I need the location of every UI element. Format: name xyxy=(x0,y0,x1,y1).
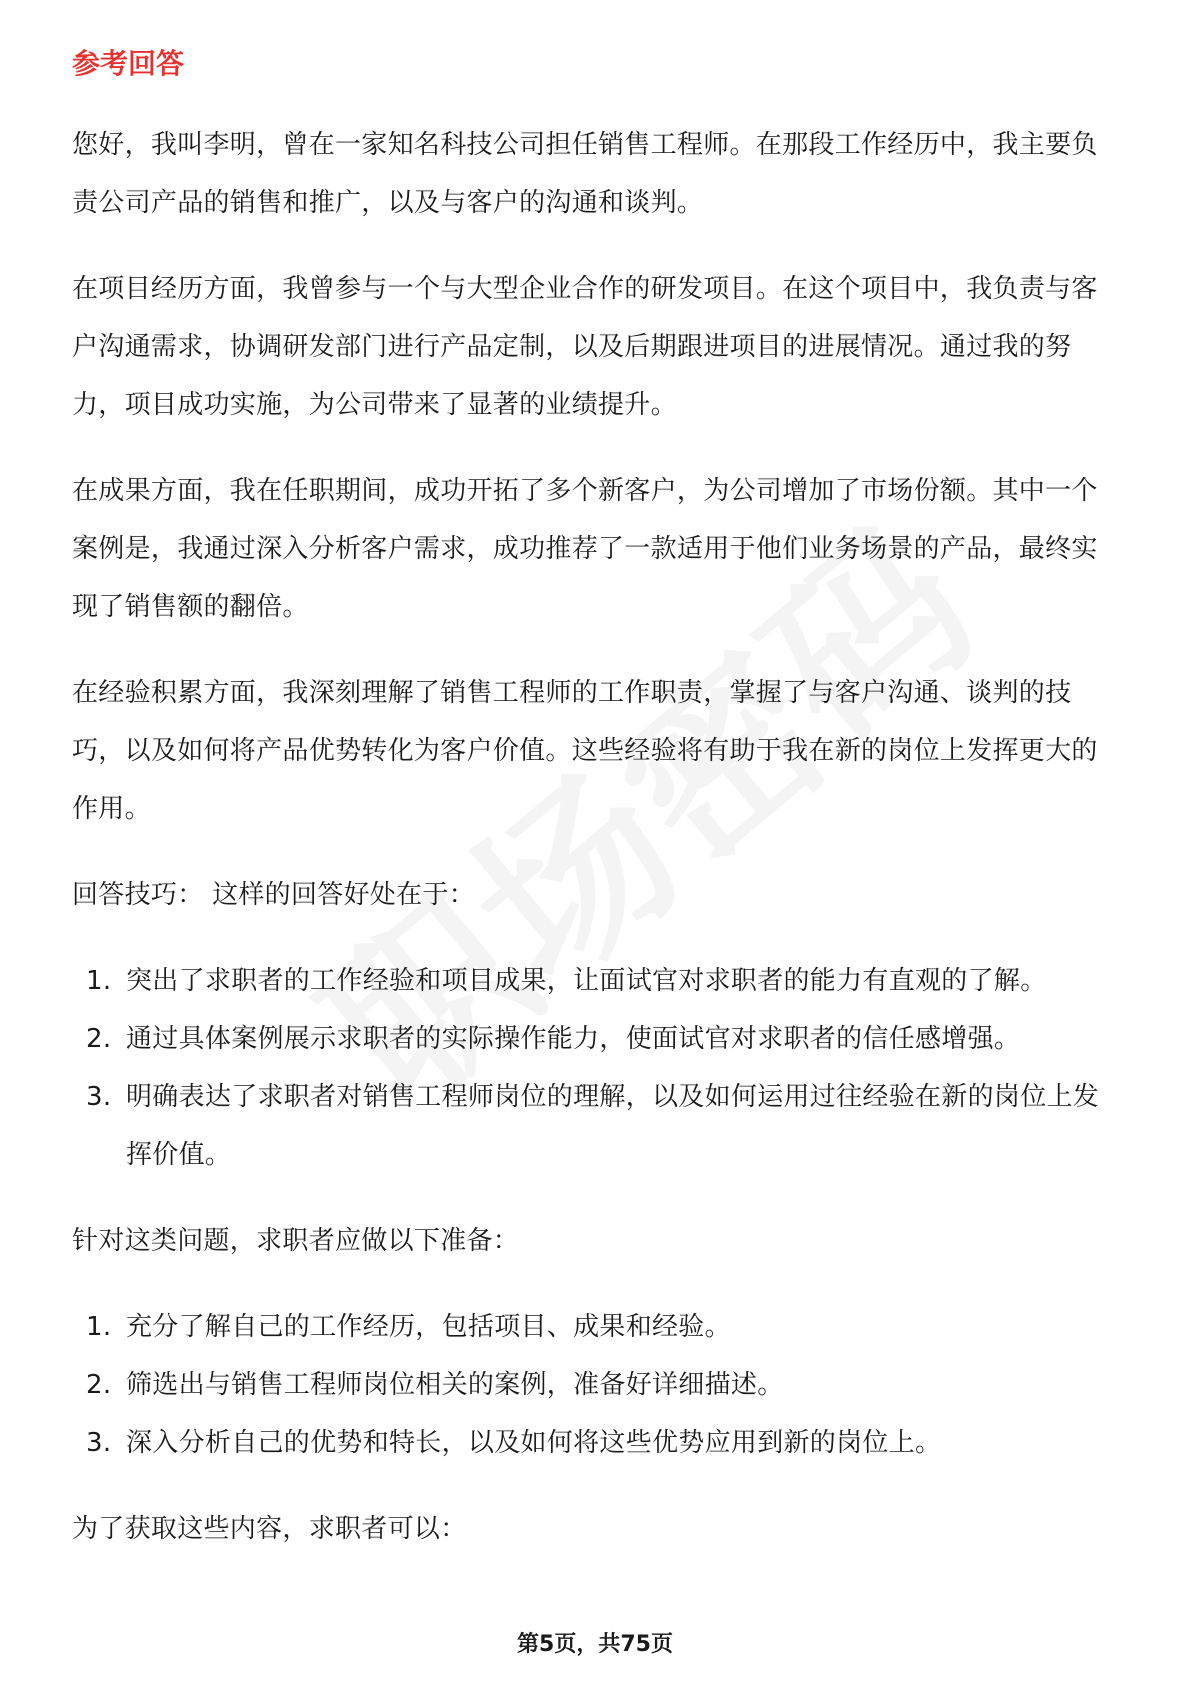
page-number: 第5页，共75页 xyxy=(517,1632,673,1657)
list-item-text: 突出了求职者的工作经验和项目成果，让面试官对求职者的能力有直观的了解。 xyxy=(126,966,1047,996)
list-item-text: 明确表达了求职者对销售工程师岗位的理解，以及如何运用过往经验在新的岗位上发挥价值。 xyxy=(126,1082,1100,1170)
tips-intro: 回答技巧： 这样的回答好处在于： xyxy=(72,880,476,910)
list-item xyxy=(72,1068,1122,1184)
list-number: 2. xyxy=(86,1370,112,1400)
list-item xyxy=(72,1414,1122,1472)
list-item-text: 筛选出与销售工程师岗位相关的案例，准备好详细描述。 xyxy=(126,1370,784,1400)
list-number: 2. xyxy=(86,1024,112,1054)
list-number: 1. xyxy=(86,966,112,996)
paragraph-projects: 在项目经历方面，我曾参与一个与大型企业合作的研发项目。在这个项目中，我负责与客户沟通需求，协调研发部门进行产品定制，以及后期跟进项目的进展情况。通过我的努力，项目成功实施，为公司带来了显著的业绩提升。 xyxy=(72,274,1098,420)
section-heading: 参考回答 xyxy=(72,47,185,80)
paragraph-achievements: 在成果方面，我在任职期间，成功开拓了多个新客户，为公司增加了市场份额。其中一个案例是，我通过深入分析客户需求，成功推荐了一款适用于他们业务场景的产品，最终实现了销售额的翻倍。 xyxy=(72,476,1098,622)
list-item-text: 深入分析自己的优势和特长，以及如何将这些优势应用到新的岗位上。 xyxy=(126,1428,942,1458)
list-number: 3. xyxy=(86,1082,112,1112)
list-item-text: 充分了解自己的工作经历，包括项目、成果和经验。 xyxy=(126,1312,731,1342)
prep-intro: 针对这类问题，求职者应做以下准备： xyxy=(72,1226,520,1256)
prep-list xyxy=(72,1298,1122,1472)
list-item xyxy=(72,1010,1122,1068)
list-item-text: 通过具体案例展示求职者的实际操作能力，使面试官对求职者的信任感增强。 xyxy=(126,1024,1021,1054)
paragraph-experience: 在经验积累方面，我深刻理解了销售工程师的工作职责，掌握了与客户沟通、谈判的技巧，以及如何将产品优势转化为客户价值。这些经验将有助于我在新的岗位上发挥更大的作用。 xyxy=(72,678,1098,824)
list-item xyxy=(72,1298,1122,1356)
paragraph-intro: 您好，我叫李明，曾在一家知名科技公司担任销售工程师。在那段工作经历中，我主要负责公司产品的销售和推广，以及与客户的沟通和谈判。 xyxy=(72,130,1098,218)
list-item xyxy=(72,1356,1122,1414)
tips-list xyxy=(72,952,1122,1184)
closing-line: 为了获取这些内容，求职者可以： xyxy=(72,1514,467,1544)
list-number: 1. xyxy=(86,1312,112,1342)
list-item xyxy=(72,952,1122,1010)
list-number: 3. xyxy=(86,1428,112,1458)
document-body xyxy=(72,44,1122,1586)
